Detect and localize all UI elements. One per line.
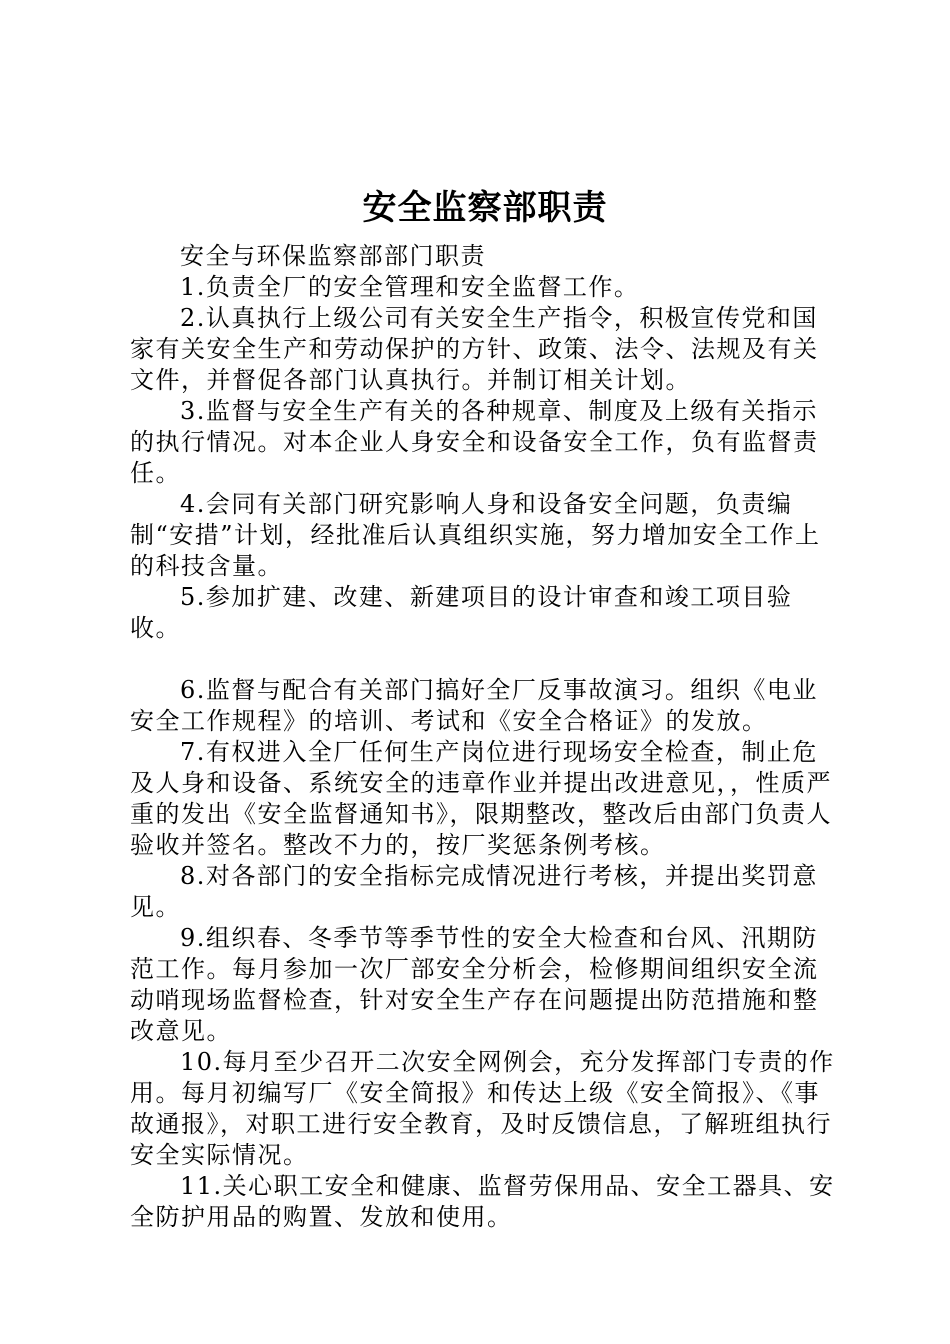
duty-item-10: 10.每月至少召开二次安全网例会，充分发挥部门专责的作用。每月初编写厂《安全简报》和传达上级《安全简报》、《事故通报》，对职工进行安全教育，及时反馈信息，了解班组执行安全实际情况。 — [130, 1048, 835, 1169]
duty-item-1: 1.负责全厂的安全管理和安全监督工作。 — [180, 273, 640, 301]
duty-item-7: 7.有权进入全厂任何生产岗位进行现场安全检查，制止危及人身和设备、系统安全的违章作业并提出改进意见，，性质严重的发出《安全监督通知书》，限期整改，整改后由部门负责人验收并签名。整改不力的，按厂奖惩条例考核。 — [130, 738, 832, 859]
duty-item-4: 4.会同有关部门研究影响人身和设备安全问题，负责编制“安措”计划，经批准后认真组织实施，努力增加安全工作上的科技含量。 — [130, 490, 821, 580]
document-subtitle: 安全与环保监察部部门职责 — [180, 242, 486, 270]
paragraph-gap — [130, 644, 840, 675]
duty-item-11: 11.关心职工安全和健康、监督劳保用品、安全工器具、安全防护用品的购置、发放和使用。 — [130, 1172, 835, 1231]
duty-item-9: 9.组织春、冬季节等季节性的安全大检查和台风、汛期防范工作。每月参加一次厂部安全分析会，检修期间组织安全流动哨现场监督检查，针对安全生产存在问题提出防范措施和整改意见。 — [130, 924, 819, 1045]
duty-item-3: 3.监督与安全生产有关的各种规章、制度及上级有关指示的执行情况。对本企业人身安全和设备安全工作，负有监督责任。 — [130, 397, 819, 487]
duty-item-5: 5.参加扩建、改建、新建项目的设计审查和竣工项目验收。 — [130, 583, 793, 642]
document-title: 安全监察部职责 — [362, 188, 608, 228]
document-page — [130, 185, 840, 1233]
duty-item-8: 8.对各部门的安全指标完成情况进行考核，并提出奖罚意见。 — [130, 862, 818, 921]
duty-item-2: 2.认真执行上级公司有关安全生产指令，积极宣传党和国家有关安全生产和劳动保护的方针、政策、法令、法规及有关文件，并督促各部门认真执行。并制订相关计划。 — [130, 304, 819, 394]
duty-item-6: 6.监督与配合有关部门搞好全厂反事故演习。组织《电业安全工作规程》的培训、考试和《安全合格证》的发放。 — [130, 676, 818, 735]
